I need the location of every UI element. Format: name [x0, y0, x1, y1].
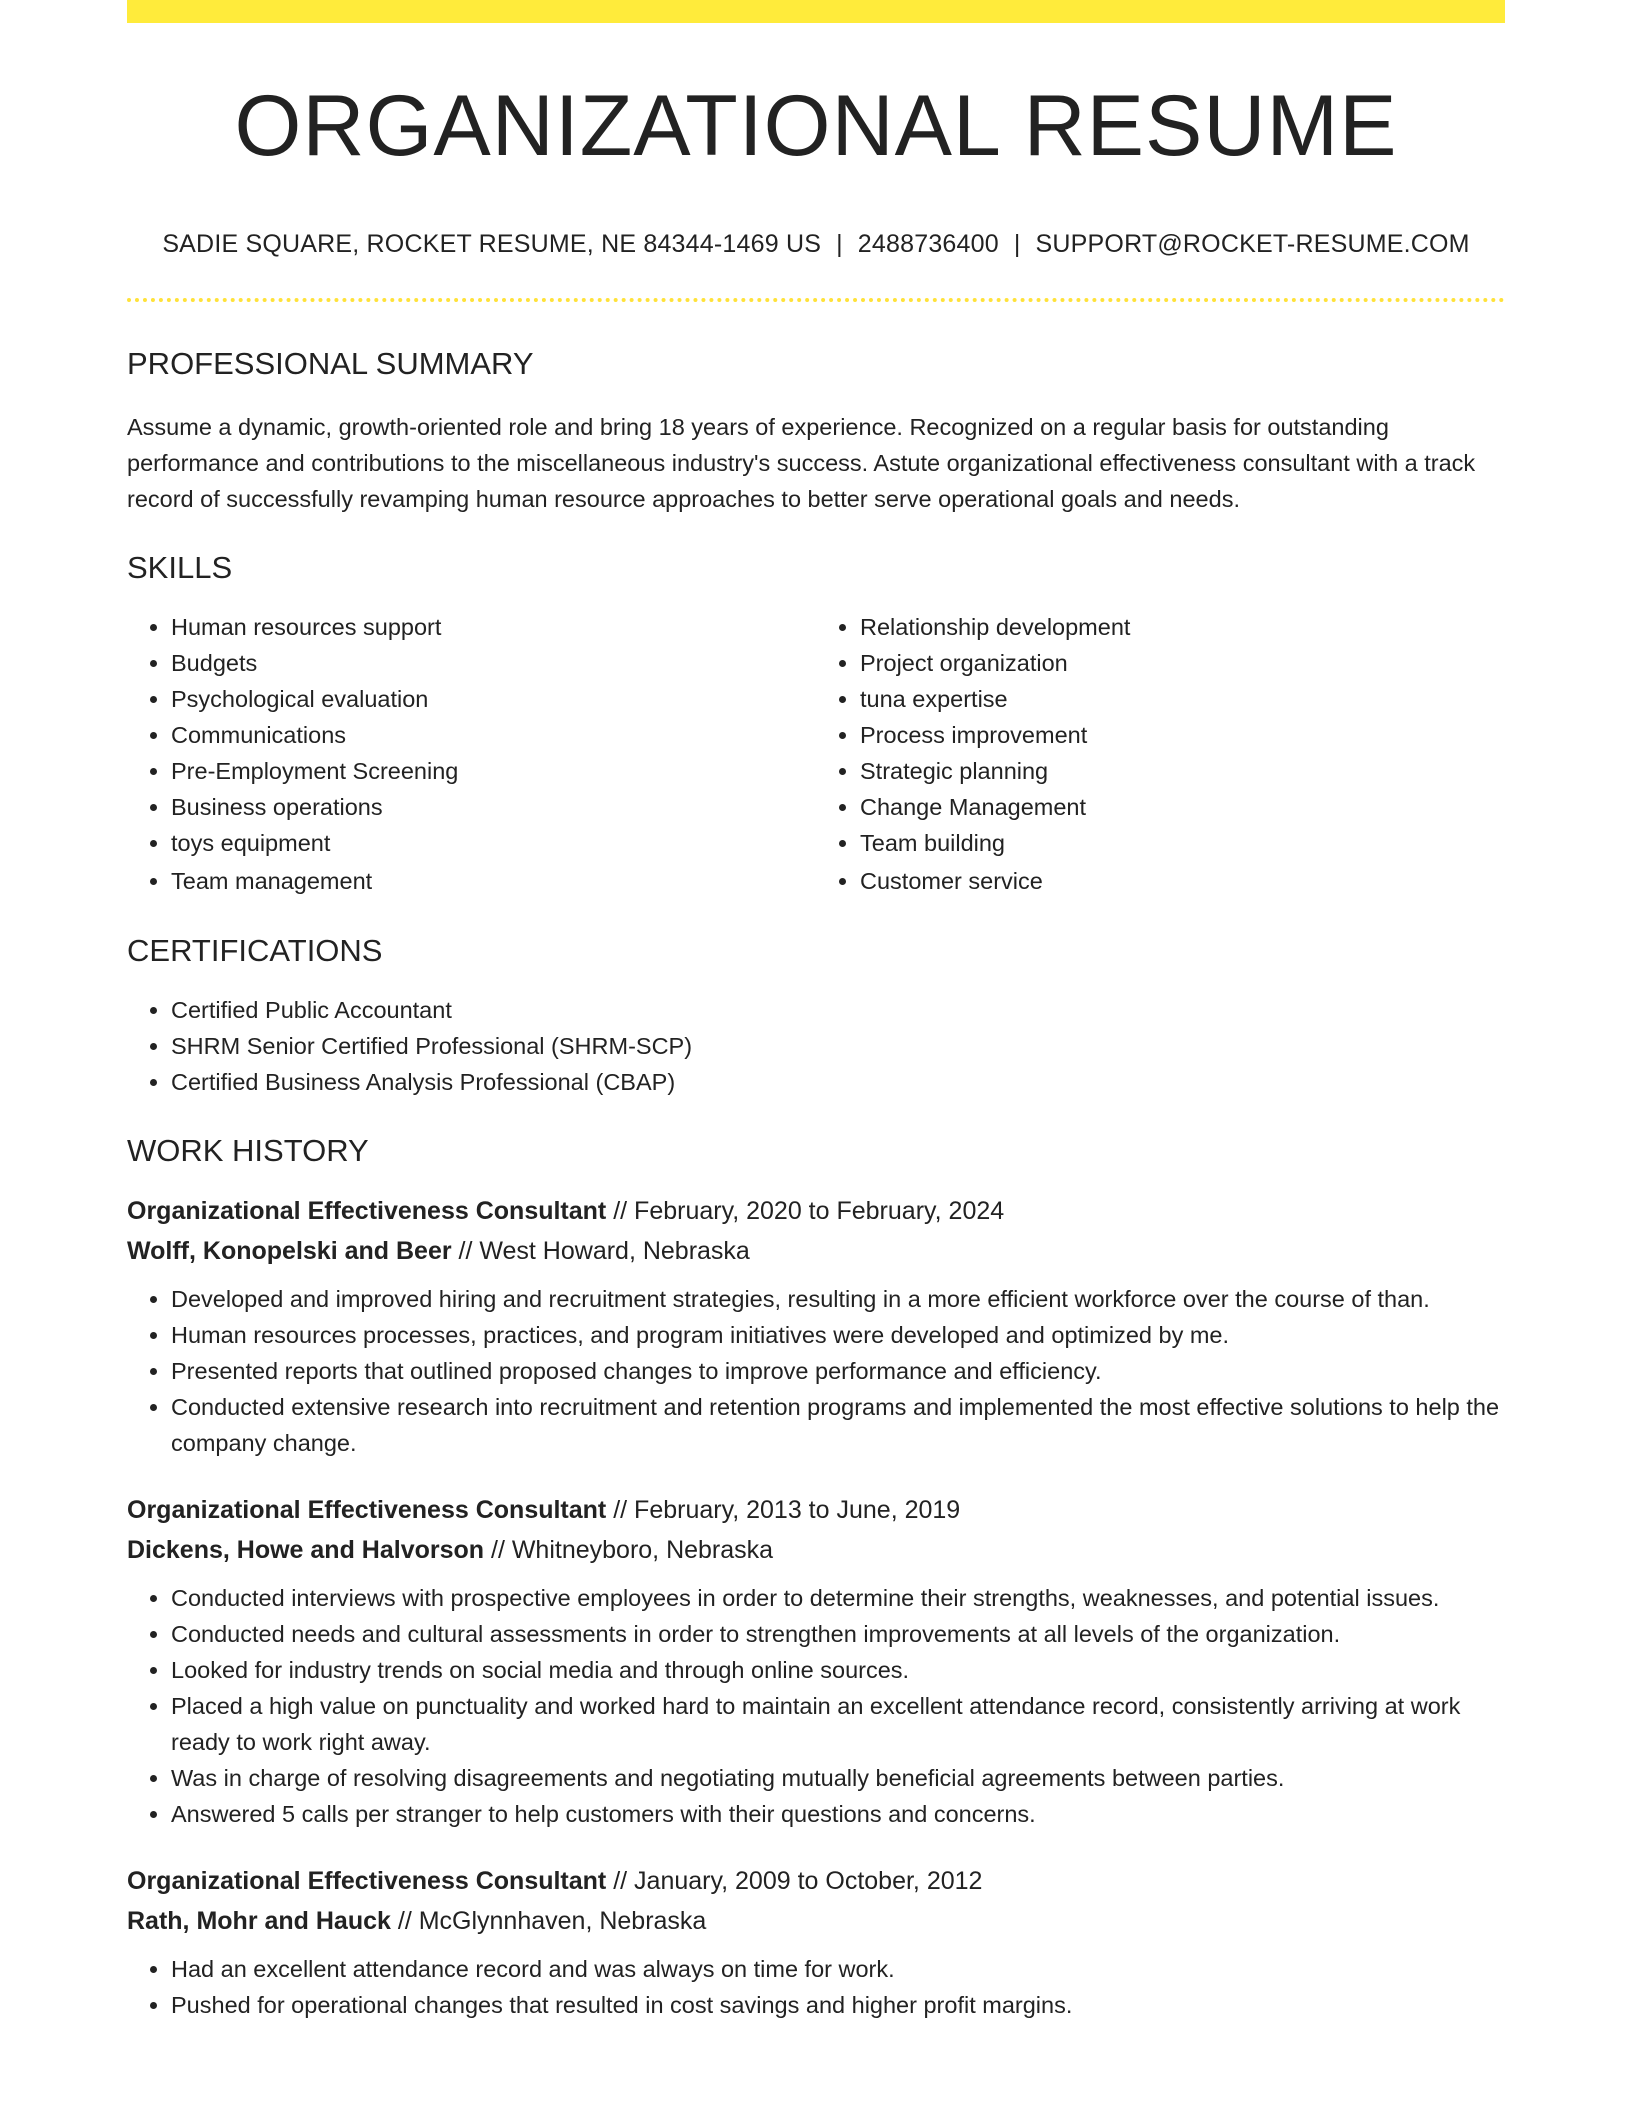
skill-item: • toys equipment [171, 825, 816, 861]
skills-left-list [127, 609, 816, 899]
work-history-heading: WORK HISTORY [127, 1133, 369, 1168]
dotted-divider [127, 298, 1505, 302]
job-company-line [127, 1231, 1505, 1271]
job-company: Dickens, Howe and Halvorson [127, 1536, 485, 1564]
skill-item: • Budgets [171, 645, 816, 681]
skill-item: • Psychological evaluation [171, 681, 816, 717]
skill-item: • Team building [860, 825, 1505, 861]
job-title: Organizational Effectiveness Consultant [127, 1867, 607, 1895]
job-dates: // February, 2020 to February, 2024 [606, 1197, 1005, 1225]
contact-email: SUPPORT@ROCKET-RESUME.COM [1035, 230, 1470, 258]
skills-right-list [816, 609, 1505, 899]
job-company: Wolff, Konopelski and Beer [127, 1237, 452, 1265]
job-bullet: • Conducted extensive research into recruitment and retention programs and implemented the most effective solutions to help the company change. [171, 1389, 1505, 1461]
job-title-line [127, 1861, 1505, 1901]
resume-page [127, 0, 1505, 2023]
job-company: Rath, Mohr and Hauck [127, 1907, 391, 1935]
job-bullet: • Looked for industry trends on social media and through online sources. [171, 1652, 1505, 1688]
resume-title: ORGANIZATIONAL RESUME [234, 78, 1398, 174]
job-bullet: • Had an excellent attendance record and was always on time for work. [171, 1951, 1505, 1987]
skill-item: • Process improvement [860, 717, 1505, 753]
job-location: // West Howard, Nebraska [451, 1237, 750, 1265]
job-bullet: • Presented reports that outlined proposed changes to improve performance and efficiency. [171, 1353, 1505, 1389]
skill-item: • Team management [171, 863, 816, 899]
summary-heading: PROFESSIONAL SUMMARY [127, 346, 534, 381]
skill-item: • tuna expertise [860, 681, 1505, 717]
contact-separator: | [1013, 230, 1021, 258]
skill-item: • Strategic planning [860, 753, 1505, 789]
certifications-heading: CERTIFICATIONS [127, 933, 383, 968]
job-title: Organizational Effectiveness Consultant [127, 1496, 607, 1524]
skill-item: • Customer service [860, 863, 1505, 899]
job-company-line [127, 1901, 1505, 1941]
job-bullet: • Placed a high value on punctuality and worked hard to maintain an excellent attendance record, consistently arriving at work ready to work right away. [171, 1688, 1505, 1760]
job-entry [127, 1861, 1505, 2023]
job-bullet-list [127, 1281, 1505, 1461]
job-bullet-list [127, 1951, 1505, 2023]
certification-item: • Certified Public Accountant [171, 992, 1505, 1028]
job-bullet: • Conducted needs and cultural assessments in order to strengthen improvements at all levels of the organization. [171, 1616, 1505, 1652]
job-entry [127, 1490, 1505, 1832]
job-location: // McGlynnhaven, Nebraska [390, 1907, 707, 1935]
job-bullet: • Conducted interviews with prospective employees in order to determine their strengths, weaknesses, and potential issues. [171, 1580, 1505, 1616]
job-dates: // February, 2013 to June, 2019 [606, 1496, 961, 1524]
contact-separator: | [836, 230, 843, 258]
skills-grid [127, 609, 1505, 899]
skill-item: • Business operations [171, 789, 816, 825]
skill-item: • Human resources support [171, 609, 816, 645]
certifications-list [127, 992, 1505, 1100]
job-bullet: • Was in charge of resolving disagreements and negotiating mutually beneficial agreements between parties. [171, 1760, 1505, 1796]
job-title-line [127, 1191, 1505, 1231]
certification-item: • SHRM Senior Certified Professional (SHRM-SCP) [171, 1028, 1505, 1064]
contact-line [127, 230, 1505, 259]
job-bullet-list [127, 1580, 1505, 1832]
job-bullet: • Human resources processes, practices, and program initiatives were developed and optimized by me. [171, 1317, 1505, 1353]
job-dates: // January, 2009 to October, 2012 [606, 1867, 983, 1895]
accent-top-bar [127, 0, 1505, 23]
job-entry [127, 1191, 1505, 1461]
job-location: // Whitneyboro, Nebraska [484, 1536, 774, 1564]
skills-heading: SKILLS [127, 550, 233, 585]
contact-address: SADIE SQUARE, ROCKET RESUME, NE 84344-1469 US [162, 230, 822, 258]
job-company-line [127, 1530, 1505, 1570]
job-title: Organizational Effectiveness Consultant [127, 1197, 607, 1225]
skill-item: • Pre-Employment Screening [171, 753, 816, 789]
summary-text: Assume a dynamic, growth-oriented role and bring 18 years of experience. Recognized on a regular basis for outstanding performance and contributions to the miscellaneous industry's success. Astute organizational effectiveness consultant with a track record of successfully revamping human resource approaches to better serve operational goals and needs. [127, 414, 1476, 512]
skill-item: • Relationship development [860, 609, 1505, 645]
contact-phone: 2488736400 [857, 230, 999, 258]
skill-item: • Project organization [860, 645, 1505, 681]
certification-item: • Certified Business Analysis Professional (CBAP) [171, 1064, 1505, 1100]
job-title-line [127, 1490, 1505, 1530]
job-bullet: • Pushed for operational changes that resulted in cost savings and higher profit margins. [171, 1987, 1505, 2023]
job-bullet: • Developed and improved hiring and recruitment strategies, resulting in a more efficient workforce over the course of than. [171, 1281, 1505, 1317]
skill-item: • Change Management [860, 789, 1505, 825]
job-bullet: • Answered 5 calls per stranger to help customers with their questions and concerns. [171, 1796, 1505, 1832]
skill-item: • Communications [171, 717, 816, 753]
